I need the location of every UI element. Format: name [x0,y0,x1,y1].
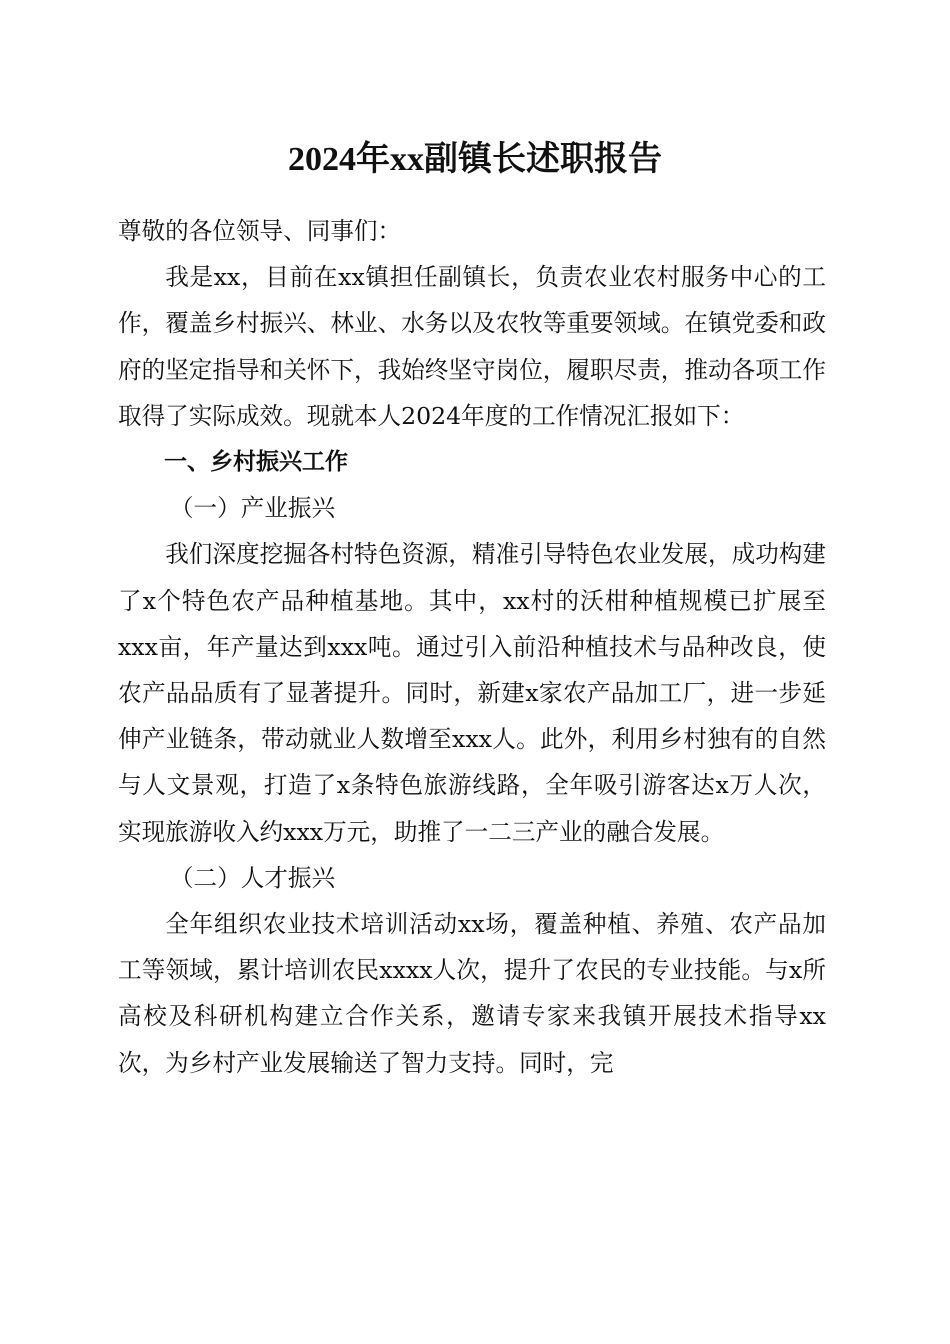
salutation: 尊敬的各位领导、同事们： [118,217,402,245]
subsection-heading-talent: （二）人才振兴 [169,863,336,892]
subsection-heading-industry: （一）产业振兴 [169,494,336,523]
intro-paragraph: 我是xx，目前在xx镇担任副镇长，负责农业农村服务中心的工作，覆盖乡村振兴、林业、水务以及农牧等重要领域。在镇党委和政府的坚定指导和关怀下，我始终坚守岗位，履职尽责，推动各项工作取得了实际成效。现就本人2024年度的工作情况汇报如下： [118,263,826,430]
industry-paragraph: 我们深度挖掘各村特色资源，精准引导特色农业发展，成功构建了x个特色农产品种植基地。其中，xx村的沃柑种植规模已扩展至xxx亩，年产量达到xxx吨。通过引入前沿种植技术与品种改良，使农产品品质有了显著提升。同时，新建x家农产品加工厂，进一步延伸产业链条，带动就业人数增至xxx人。此外，利用乡村独有的自然与人文景观，打造了x条特色旅游线路，全年吸引游客达x万人次，实现旅游收入约xxx万元，助推了一二三产业的融合发展。 [118,540,826,846]
document-body [118,208,826,1086]
document-title: 2024年xx副镇长述职报告 [288,141,662,178]
talent-paragraph: 全年组织农业技术培训活动xx场，覆盖种植、养殖、农产品加工等领域，累计培训农民xxxx人次，提升了农民的专业技能。与x所高校及科研机构建立合作关系，邀请专家来我镇开展技术指导xx次，为乡村产业发展输送了智力支持。同时，完 [118,910,826,1077]
section-heading-rural-revitalization: 一、乡村振兴工作 [164,449,348,476]
